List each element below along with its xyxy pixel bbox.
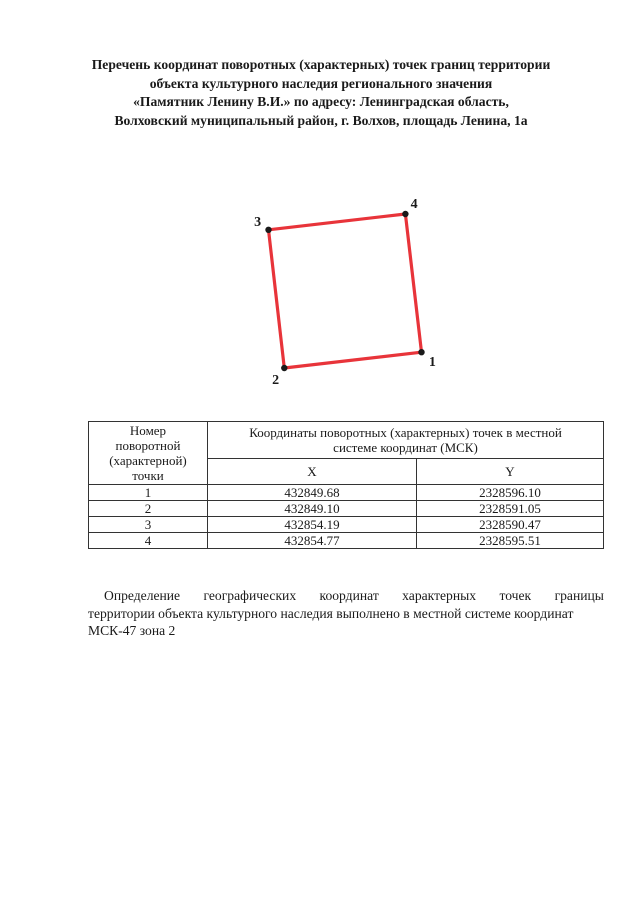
header-point-number: Номер поворотной (характерной) точки bbox=[89, 422, 208, 485]
boundary-scheme-svg bbox=[240, 186, 450, 396]
title-line: «Памятник Ленину В.И.» по адресу: Ленинградская область, bbox=[133, 94, 509, 109]
cell-number: 1 bbox=[89, 485, 208, 501]
cell-number: 3 bbox=[89, 517, 208, 533]
cell-y: 2328591.05 bbox=[417, 501, 604, 517]
title-line: Волховский муниципальный район, г. Волхов, площадь Ленина, 1а bbox=[114, 112, 528, 128]
header-x: X bbox=[208, 459, 417, 485]
boundary-scheme bbox=[240, 186, 450, 396]
boundary-point-3 bbox=[265, 227, 271, 233]
boundary-polygon bbox=[269, 214, 422, 368]
table-row bbox=[89, 517, 604, 533]
cell-x: 432849.68 bbox=[208, 485, 417, 501]
note-paragraph bbox=[88, 587, 604, 640]
cell-number: 2 bbox=[89, 501, 208, 517]
note-word: границы bbox=[554, 588, 604, 603]
cell-x: 432854.77 bbox=[208, 533, 417, 549]
cell-y: 2328595.51 bbox=[417, 533, 604, 549]
note-word: точек bbox=[499, 588, 532, 603]
note-word: Определение bbox=[104, 588, 181, 603]
note-word: характерных bbox=[402, 588, 477, 603]
boundary-point-2 bbox=[281, 365, 287, 371]
note-line-3: МСК-47 зона 2 bbox=[88, 623, 176, 638]
cell-x: 432854.19 bbox=[208, 517, 417, 533]
boundary-point-1 bbox=[418, 349, 424, 355]
note-word: географических bbox=[203, 588, 297, 603]
coordinates-table bbox=[88, 421, 604, 549]
document-title bbox=[60, 56, 582, 130]
cell-y: 2328596.10 bbox=[417, 485, 604, 501]
note-word: координат bbox=[319, 588, 379, 603]
boundary-point-label: 2 bbox=[272, 373, 280, 388]
boundary-point-4 bbox=[402, 211, 408, 217]
boundary-point-label: 1 bbox=[428, 355, 436, 370]
table-row bbox=[89, 501, 604, 517]
note-line-1 bbox=[88, 587, 604, 605]
title-line: Перечень координат поворотных (характерных) точек границ территории bbox=[91, 57, 551, 72]
header-y: Y bbox=[417, 459, 604, 485]
table-header-row bbox=[89, 422, 604, 459]
note-line-2: территории объекта культурного наследия выполнено в местной системе координат bbox=[88, 605, 574, 621]
cell-x: 432849.10 bbox=[208, 501, 417, 517]
table-row bbox=[89, 485, 604, 501]
boundary-point-label: 4 bbox=[410, 197, 418, 212]
cell-y: 2328590.47 bbox=[417, 517, 604, 533]
cell-number: 4 bbox=[89, 533, 208, 549]
table-row bbox=[89, 533, 604, 549]
boundary-point-label: 3 bbox=[254, 215, 262, 230]
header-coordinates: Координаты поворотных (характерных) точек в местной системе координат (МСК) bbox=[208, 422, 604, 459]
title-line: объекта культурного наследия регионального значения bbox=[149, 75, 493, 91]
